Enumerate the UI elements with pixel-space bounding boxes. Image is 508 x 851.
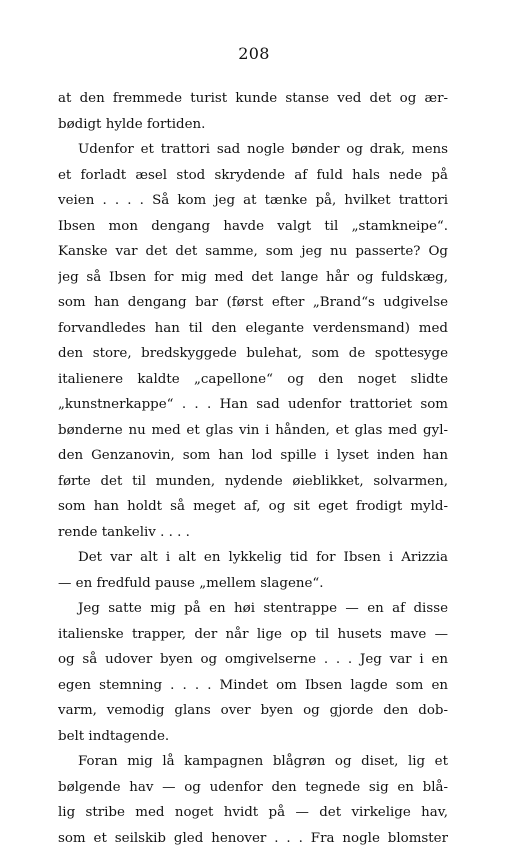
text-line: — en fredfuld pause „mellem slagene“. <box>58 571 448 597</box>
text-line: bødigt hylde fortiden. <box>58 112 448 138</box>
text-line: bølgende hav — og udenfor den tegnede sig en blå- <box>58 775 448 801</box>
text-line: som han dengang bar (først efter „Brand“s udgivelse <box>58 290 448 316</box>
text-line: førte det til munden, nydende øieblikket, solvarmen, <box>58 469 448 495</box>
text-line: et forladt æsel stod skrydende af fuld hals nede på <box>58 163 448 189</box>
text-line: den Genzanovin, som han lod spille i lyset inden han <box>58 443 448 469</box>
text-line: Jeg satte mig på en høi stentrappe — en af disse <box>58 596 448 622</box>
text-line: Ibsen mon dengang havde valgt til „stamkneipe“. <box>58 214 448 240</box>
text-line: veien . . . . Så kom jeg at tænke på, hvilket trattori <box>58 188 448 214</box>
text-line: den store, bredskyggede bulehat, som de spottesyge <box>58 341 448 367</box>
text-line: varm, vemodig glans over byen og gjorde den dob- <box>58 698 448 724</box>
text-line: rende tankeliv . . . . <box>58 520 448 546</box>
text-line: og så udover byen og omgivelserne . . . Jeg var i en <box>58 647 448 673</box>
text-line: bønderne nu med et glas vin i hånden, et glas med gyl- <box>58 418 448 444</box>
text-line: belt indtagende. <box>58 724 448 750</box>
text-line: Kanske var det det samme, som jeg nu passerte? Og <box>58 239 448 265</box>
text-line: lig stribe med noget hvidt på — det virkelige hav, <box>58 800 448 826</box>
text-line: italienske trapper, der når lige op til husets mave — <box>58 622 448 648</box>
text-line: Det var alt i alt en lykkelig tid for Ibsen i Arizzia <box>58 545 448 571</box>
page-number: 208 <box>0 44 508 63</box>
text-line: at den fremmede turist kunde stanse ved det og ær- <box>58 86 448 112</box>
text-line: jeg så Ibsen for mig med det lange hår og fuldskæg, <box>58 265 448 291</box>
text-line: Udenfor et trattori sad nogle bønder og drak, mens <box>58 137 448 163</box>
text-line: italienere kaldte „capellone“ og den noget slidte <box>58 367 448 393</box>
text-line: „kunstnerkappe“ . . . Han sad udenfor trattoriet som <box>58 392 448 418</box>
text-line: som han holdt så meget af, og sit eget frodigt myld- <box>58 494 448 520</box>
text-line: egen stemning . . . . Mindet om Ibsen lagde som en <box>58 673 448 699</box>
text-line: Foran mig lå kampagnen blågrøn og diset, lig et <box>58 749 448 775</box>
body-text <box>58 86 448 851</box>
text-line: som et seilskib gled henover . . . Fra nogle blomster <box>58 826 448 851</box>
text-line: forvandledes han til den elegante verdensmand) med <box>58 316 448 342</box>
